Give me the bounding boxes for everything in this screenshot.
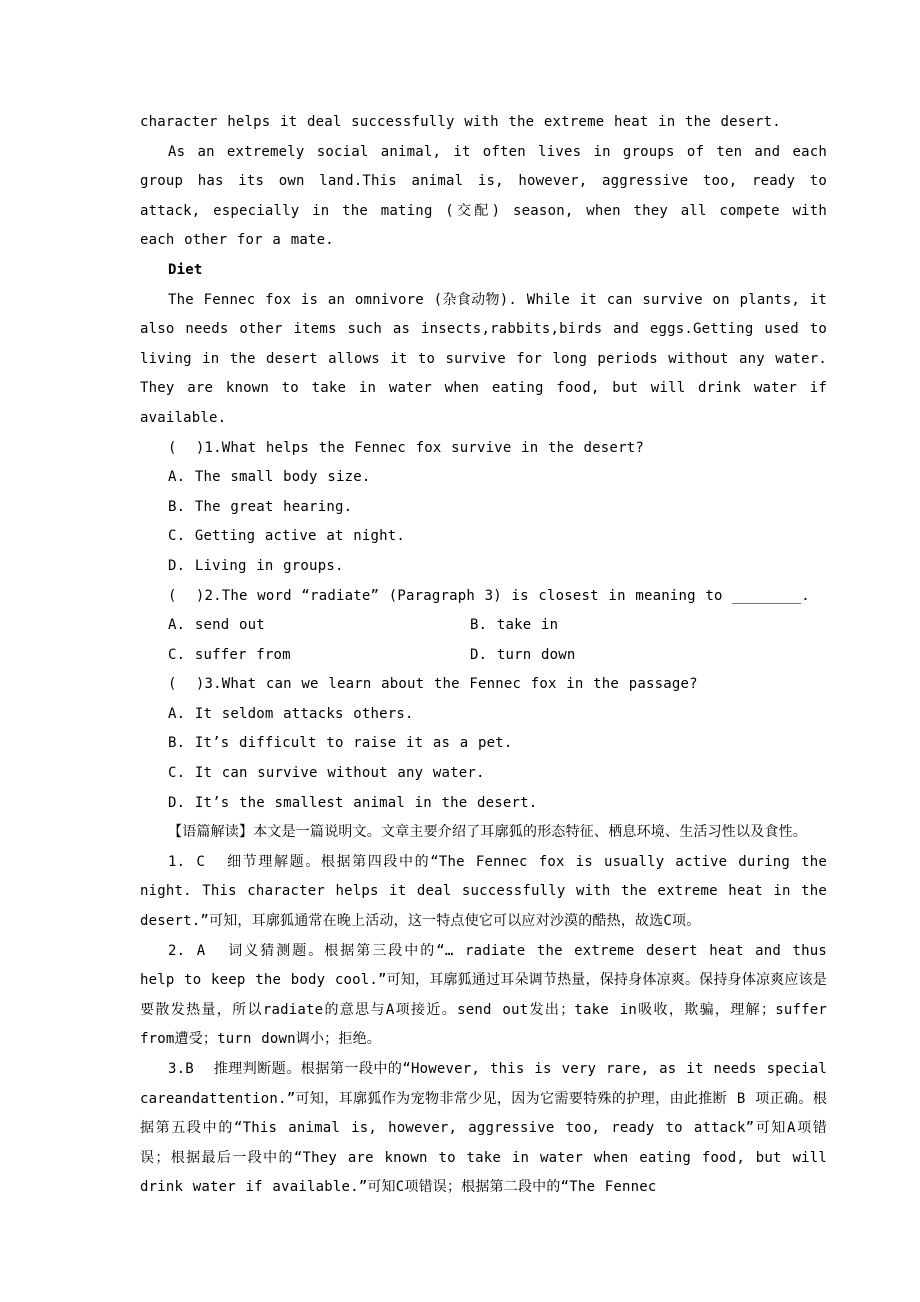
question-1-option-c: C. Getting active at night. [168,528,405,545]
analysis-intro: 【语篇解读】本文是一篇说明文。文章主要介绍了耳廓狐的形态特征、栖息环境、生活习性以及食性。 [168,824,807,841]
question-2-options-row-1 [140,611,827,641]
question-3-option-a: A. It seldom attacks others. [168,705,414,722]
question-3-option-d: D. It’s the smallest animal in the desert. [168,794,538,811]
question-2-option-a: A. send out [168,617,265,634]
question-2-options-row-2 [140,641,827,671]
question-1-option-a: A. The small body size. [168,469,371,486]
passage-line-continuation: character helps it deal successfully with the extreme heat in the desert. [140,114,781,130]
analysis-answer-2: 2. A 词义猜测题。根据第三段中的“… radiate the extreme desert heat and thus help to keep the body cool.”可知，耳廓狐通过耳朵调节热量，保持身体凉爽。保持身体凉爽应该是要散发热量，所以radiate的意思与A项接近。send out发出；take in吸收，欺骗，理解；suffer from遭受；turn down调小；拒绝。 [140,942,827,1048]
section-heading-diet: Diet [168,261,203,278]
question-3-option-b: B. It’s difficult to raise it as a pet. [168,735,513,752]
question-1-option-d: D. Living in groups. [168,557,344,574]
question-2-option-d: D. turn down [470,646,576,663]
question-2-option-b: B. take in [470,617,559,634]
question-1-stem: ( )1.What helps the Fennec fox survive in the desert? [168,439,644,456]
question-2-stem: ( )2.The word “radiate” (Paragraph 3) is closest in meaning to ________. [168,587,810,604]
question-2-option-c: C. suffer from [168,646,291,663]
question-3-stem: ( )3.What can we learn about the Fennec fox in the passage? [168,676,698,693]
question-1-option-b: B. The great hearing. [168,498,353,515]
passage-paragraph-diet: The Fennec fox is an omnivore (杂食动物). While it can survive on plants, it also needs other items such as insects,rabbits,birds and eggs.Getting used to living in the desert allows it to survive for long periods without any water. They are known to take in water when eating food, but will drink water if available. [140,291,827,426]
analysis-answer-1: 1. C 细节理解题。根据第四段中的“The Fennec fox is usually active during the night. This character helps it deal successfully with the extreme heat in the desert.”可知，耳廓狐通常在晚上活动，这一特点使它可以应对沙漠的酷热，故选C项。 [140,853,827,930]
passage-paragraph-social: As an extremely social animal, it often lives in groups of ten and each group has its own land.This animal is, however, aggressive too, ready to attack, especially in the mating (交配) season, when they all compete with each other for a mate. [140,143,827,249]
analysis-answer-3: 3.B 推理判断题。根据第一段中的“However, this is very rare, as it needs special careandattention.”可知，耳廓狐作为宠物非常少见，因为它需要特殊的护理，由此推断 B 项正确。根据第五段中的“This animal is, however, aggressive too, ready to attack”可知A项错误；根据最后一段中的“They are known to take in water when eating food, but will drink water if available.”可知C项错误；根据第二段中的“The Fennec [140,1061,827,1196]
question-3-option-c: C. It can survive without any water. [168,765,485,782]
